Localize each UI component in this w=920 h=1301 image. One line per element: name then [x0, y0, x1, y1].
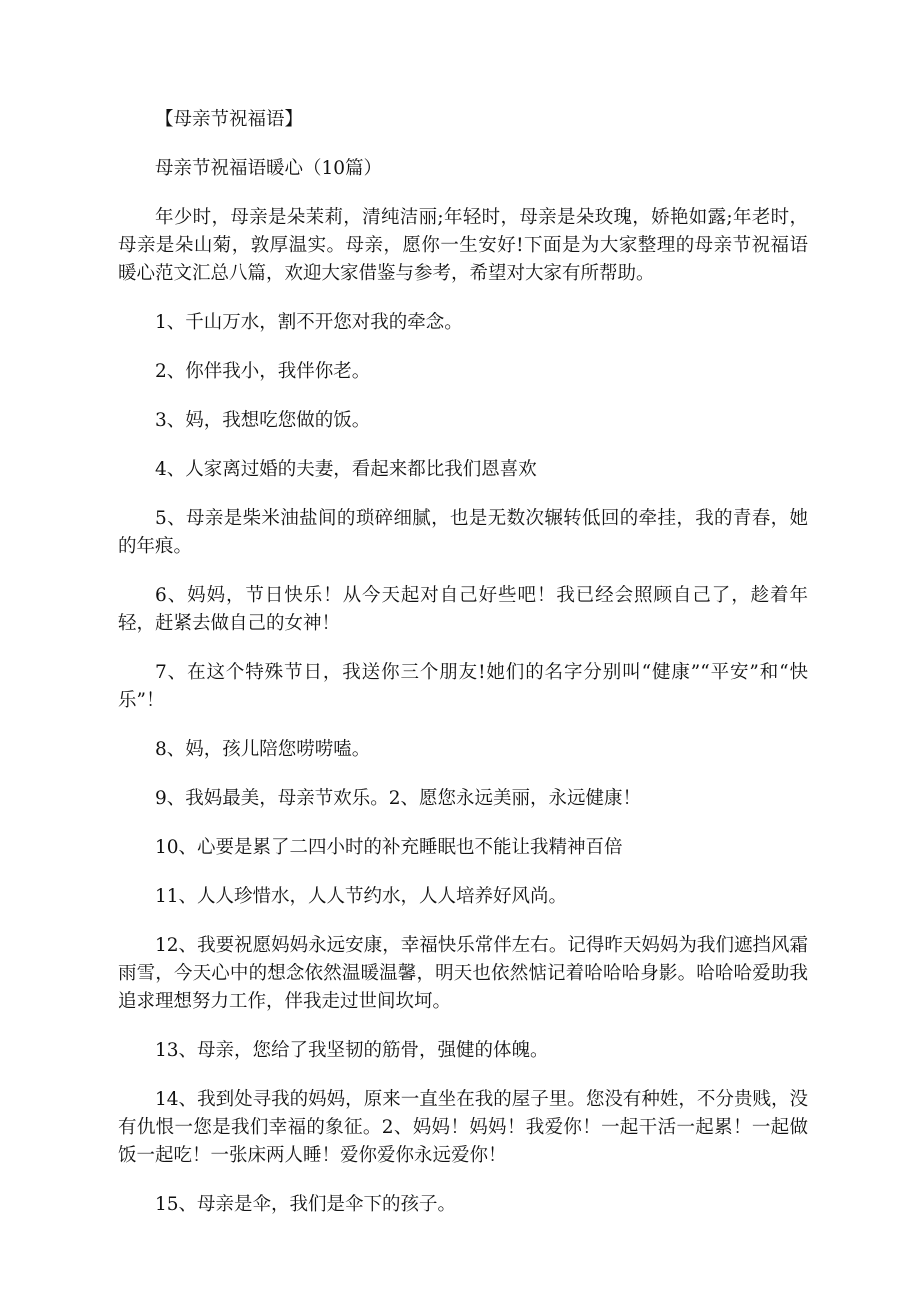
- document-subtitle: 母亲节祝福语暖心（10篇）: [155, 158, 383, 179]
- list-item: 15、母亲是伞，我们是伞下的孩子。: [155, 1194, 457, 1215]
- list-item: 13、母亲，您给了我坚韧的筋骨，强健的体魄。: [155, 1040, 549, 1061]
- list-item: 14、我到处寻我的妈妈，原来一直坐在我的屋子里。您没有种姓，不分贵贱，没有仇恨一您是我们幸福的象征。2、妈妈！妈妈！我爱你！一起干活一起累！一起做饭一起吃！一张床两人睡！爱你爱你永远爱你！: [118, 1089, 808, 1166]
- list-item: 8、妈，孩儿陪您唠唠嗑。: [155, 739, 371, 760]
- list-item: 12、我要祝愿妈妈永远安康，幸福快乐常伴左右。记得昨天妈妈为我们遮挡风霜雨雪，今天心中的想念依然温暖温馨，明天也依然惦记着哈哈哈身影。哈哈哈爱助我追求理想努力工作，伴我走过世间坎坷。: [118, 935, 808, 1012]
- list-item: 9、我妈最美，母亲节欢乐。2、愿您永远美丽，永远健康！: [155, 788, 642, 809]
- list-item: 7、在这个特殊节日，我送你三个朋友!她们的名字分别叫“健康”“平安”和“快乐”！: [118, 662, 808, 711]
- document-body: [118, 106, 808, 1240]
- list-item: 10、心要是累了二四小时的补充睡眠也不能让我精神百倍: [155, 837, 623, 858]
- list-item: 11、人人珍惜水，人人节约水，人人培养好风尚。: [155, 886, 568, 907]
- list-item: 1、千山万水，割不开您对我的牵念。: [155, 312, 463, 333]
- list-item: 3、妈，我想吃您做的饭。: [155, 410, 371, 431]
- list-item: 6、妈妈，节日快乐！从今天起对自己好些吧！我已经会照顾自己了，趁着年轻，赶紧去做自己的女神！: [118, 585, 808, 634]
- list-item: 5、母亲是柴米油盐间的琐碎细腻，也是无数次辗转低回的牵挂，我的青春，她的年痕。: [118, 508, 808, 557]
- list-item: 2、你伴我小，我伴你老。: [155, 361, 371, 382]
- document-heading: 【母亲节祝福语】: [155, 109, 304, 130]
- list-item: 4、人家离过婚的夫妻，看起来都比我们恩喜欢: [155, 459, 537, 480]
- intro-paragraph: 年少时，母亲是朵茉莉，清纯洁丽;年轻时，母亲是朵玫瑰，娇艳如露;年老时，母亲是朵山菊，敦厚温实。母亲，愿你一生安好!下面是为大家整理的母亲节祝福语暖心范文汇总八篇，欢迎大家借鉴与参考，希望对大家有所帮助。: [118, 207, 808, 284]
